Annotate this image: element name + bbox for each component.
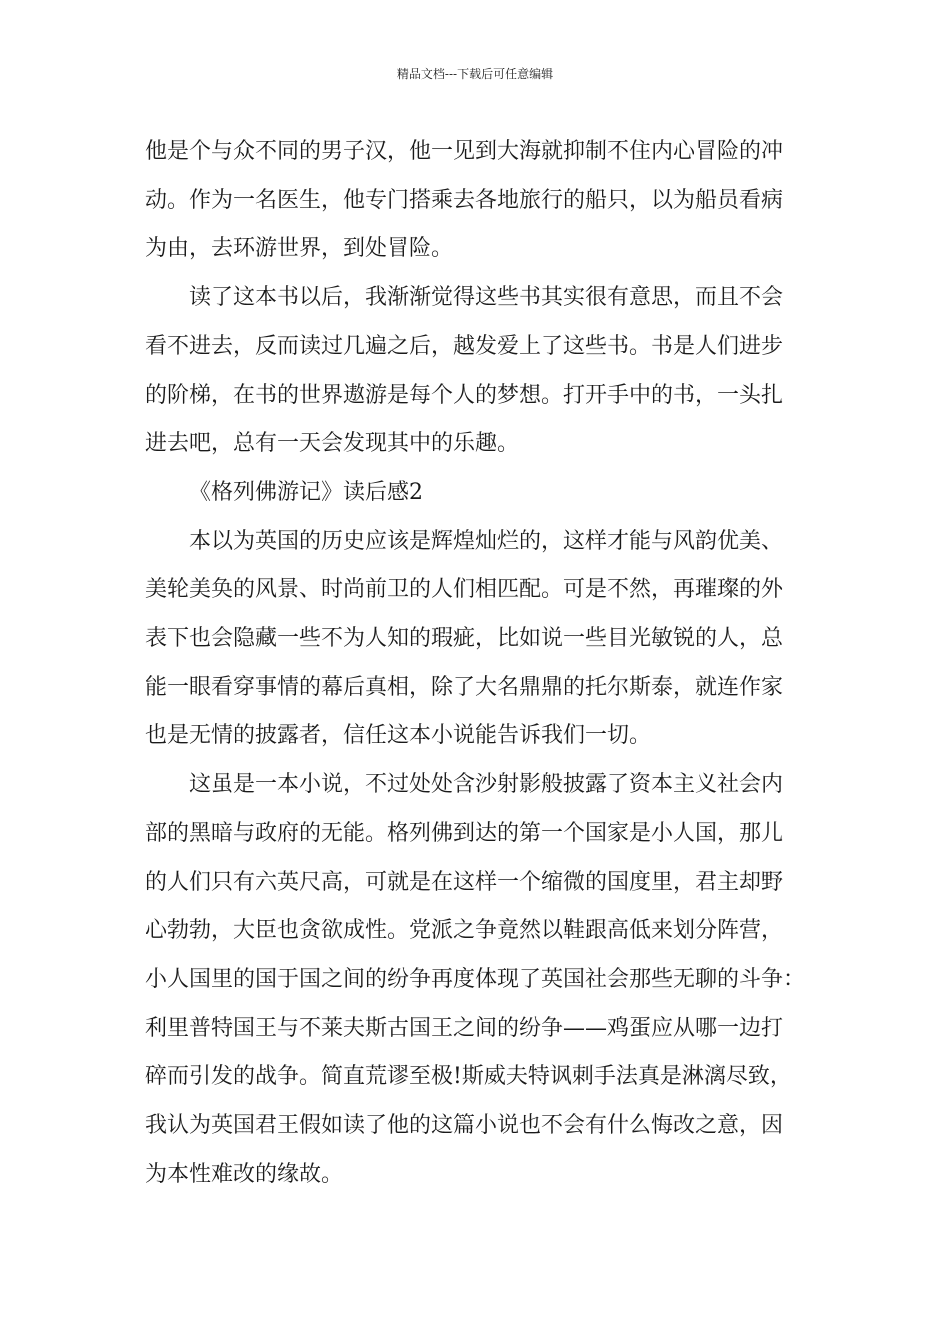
text-line: 碎而引发的战争。简直荒谬至极!斯威夫特讽刺手法真是淋漓尽致， — [145, 1064, 792, 1090]
text-line: 他是个与众不同的男子汉，他一见到大海就抑制不住内心冒险的冲 — [145, 139, 784, 164]
text-line: 动。作为一名医生，他专门搭乘去各地旅行的船只，以为船员看病 — [145, 187, 784, 213]
text-line: 表下也会隐藏一些不为人知的瑕疵，比如说一些目光敏锐的人，总 — [145, 626, 784, 652]
text-line: 看不进去，反而读过几遍之后，越发爱上了这些书。书是人们进步 — [145, 333, 784, 359]
text-line: 本以为英国的历史应该是辉煌灿烂的，这样才能与风韵优美、 — [189, 528, 784, 554]
text-line: 进去吧，总有一天会发现其中的乐趣。 — [145, 431, 520, 457]
text-line: 的人们只有六英尺高，可就是在这样一个缩微的国度里，君主却野 — [145, 869, 784, 895]
paragraph-4 — [145, 761, 815, 1199]
text-line: 我认为英国君王假如读了他的这篇小说也不会有什么悔改之意，因 — [145, 1113, 784, 1139]
paragraph-2 — [145, 274, 815, 469]
text-line: 读了这本书以后，我渐渐觉得这些书其实很有意思，而且不会 — [189, 285, 784, 311]
text-line: 的阶梯，在书的世界遨游是每个人的梦想。打开手中的书，一头扎 — [145, 382, 784, 408]
text-line: 小人国里的国于国之间的纷争再度体现了英国社会那些无聊的斗争： — [145, 966, 806, 992]
text-line: 为本性难改的缘故。 — [145, 1161, 344, 1187]
text-line: 利里普特国王与不莱夫斯古国王之间的纷争——鸡蛋应从哪一边打 — [145, 1015, 784, 1041]
text-line: 心勃勃，大臣也贪欲成性。党派之争竟然以鞋跟高低来划分阵营， — [145, 918, 784, 944]
text-line: 美轮美奂的风景、时尚前卫的人们相匹配。可是不然，再璀璨的外 — [145, 577, 784, 603]
text-line: 也是无情的披露者，信任这本小说能告诉我们一切。 — [145, 723, 652, 749]
paragraph-1 — [145, 128, 815, 274]
text-line: 这虽是一本小说，不过处处含沙射影般披露了资本主义社会内 — [189, 772, 784, 798]
text-line: 能一眼看穿事情的幕后真相，除了大名鼎鼎的托尔斯泰，就连作家 — [145, 674, 784, 700]
document-body — [145, 128, 815, 1199]
page-header: 精品文档---下载后可任意编辑 — [396, 67, 554, 81]
text-line: 部的黑暗与政府的无能。格列佛到达的第一个国家是小人国，那儿 — [145, 820, 784, 846]
paragraph-3 — [145, 518, 815, 762]
text-line: 为由，去环游世界，到处冒险。 — [145, 236, 454, 262]
section-title: 《格列佛游记》读后感2 — [189, 479, 423, 505]
